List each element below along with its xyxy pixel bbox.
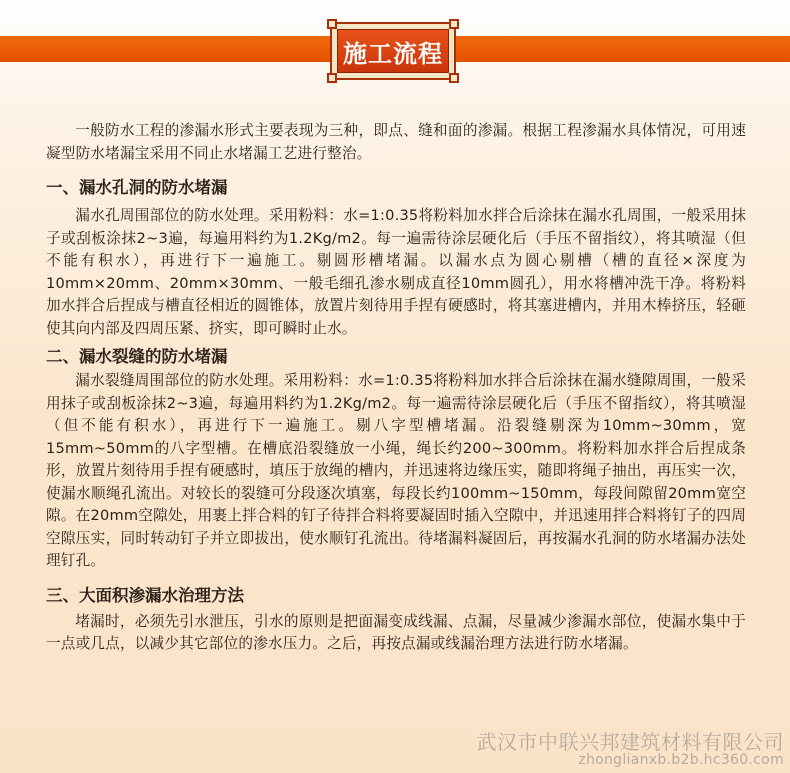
frame-corner-ornament	[449, 73, 459, 83]
frame-corner-ornament	[449, 19, 459, 29]
section-text-crack: 漏水裂缝周围部位的防水处理。采用粉料：水=1:0.35将粉料加水拌合后涂抹在漏水缝隙周围，一般采用抹子或刮板涂抹2~3遍，每遍用料约为1.2Kg/m2。每一遍需待涂层硬化后（手压不留指纹），将其喷湿（但不能有积水），再进行下一遍施工。剔八字型槽堵漏。沿裂缝剔深为10mm~30mm，宽15mm~50mm的八字型槽。在槽底沿裂缝放一小绳，绳长约200~300mm。将粉料加水拌合后捏成条形，放置片刻待用手捏有硬感时，填压于放绳的槽内，并迅速将边缘压实，随即将绳子抽出，再压实一次，使漏水顺绳孔流出。对较长的裂缝可分段逐次填塞，每段长约100mm~150mm，每段间隙留20mm宽空隙。在20mm空隙处，用裹上拌合料的钉子待拌合料将要凝固时插入空隙中，并迅速用拌合料将钉子的四周空隙压实，同时转动钉子并立即拔出，使水顺钉孔流出。待堵漏料凝固后，再按漏水孔洞的防水堵漏办法处理钉孔。	[46, 372, 746, 569]
section-text-hole: 漏水孔周围部位的防水处理。采用粉料：水=1:0.35将粉料加水拌合后涂抹在漏水孔周围，一般采用抹子或刮板涂抹2~3遍，每遍用料约为1.2Kg/m2。每一遍需待涂层硬化后（手压不留指纹），将其喷湿（但不能有积水），再进行下一遍施工。剔圆形槽堵漏。以漏水点为圆心剔槽（槽的直径×深度为10mm×20mm、20mm×30mm、一般毛细孔渗水剔成直径10mm圆孔），用水将槽冲洗干净。将粉料加水拌合后捏成与槽直径相近的圆锥体，放置片刻待用手捏有硬感时，将其塞进槽内，并用木棒挤压，轻砸使其向内部及四周压紧、挤实，即可瞬时止水。	[46, 207, 746, 337]
article-body	[46, 120, 746, 656]
watermark-company: 武汉市中联兴邦建筑材料有限公司	[476, 730, 784, 754]
section-heading-large-area: 三、大面积渗漏水治理方法	[46, 585, 244, 605]
section-title: 施工流程	[337, 29, 449, 73]
header-title-frame	[330, 22, 456, 80]
section-text-large-area: 堵漏时，必须先引水泄压，引水的原则是把面漏变成线漏、点漏，尽量减少渗漏水部位，使漏水集中于一点或几点，以减少其它部位的渗水压力。之后，再按点漏或线漏治理方法进行防水堵漏。	[46, 612, 746, 652]
section-heading-crack: 二、漏水裂缝的防水堵漏	[46, 347, 228, 366]
watermark-url: zhonglianxb.b2b.hc360.com	[578, 752, 784, 768]
frame-corner-ornament	[327, 19, 337, 29]
section-heading-hole: 一、漏水孔洞的防水堵漏	[46, 178, 228, 197]
intro-paragraph: 一般防水工程的渗漏水形式主要表现为三种，即点、缝和面的渗漏。根据工程渗漏水具体情况，可用速凝型防水堵漏宝采用不同止水堵漏工艺进行整治。	[46, 122, 746, 162]
frame-corner-ornament	[327, 73, 337, 83]
